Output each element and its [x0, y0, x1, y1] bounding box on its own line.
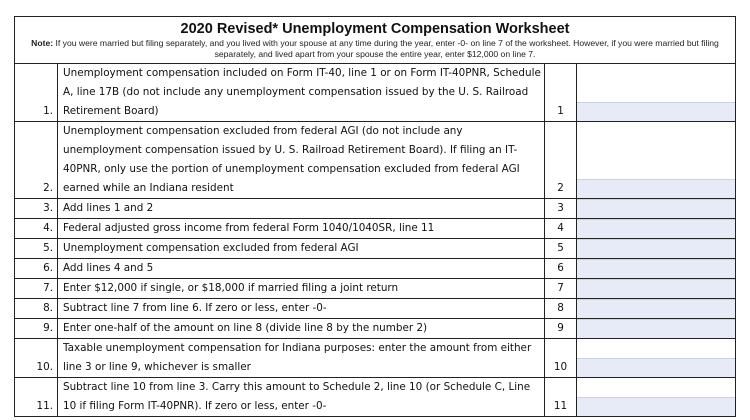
line-reference-number: 5	[545, 239, 577, 259]
worksheet-title: 2020 Revised* Unemployment Compensation Worksheet	[180, 21, 570, 37]
line-number: 11.	[15, 378, 58, 417]
line-amount-cell	[577, 64, 736, 122]
line-description: Unemployment compensation excluded from federal AGI	[58, 239, 545, 259]
line-amount-cell	[577, 299, 736, 319]
line-number: 9.	[15, 319, 58, 339]
line-description: Unemployment compensation included on Form IT-40, line 1 or on Form IT-40PNR, Schedule A, line 17B (do not include any unemployment compensation issued by the U. S. Railroad Retirement Board)	[58, 64, 545, 122]
line-reference-number: 1	[545, 64, 577, 122]
worksheet-line-row	[15, 259, 735, 279]
line-reference-number: 11	[545, 378, 577, 417]
line-description: Federal adjusted gross income from federal Form 1040/1040SR, line 11	[58, 219, 545, 239]
line-description: Enter one-half of the amount on line 8 (divide line 8 by the number 2)	[58, 319, 545, 339]
note-label: Note:	[31, 38, 54, 48]
line-amount-cell	[577, 122, 736, 199]
worksheet-line-row	[15, 239, 735, 259]
line-description: Subtract line 7 from line 6. If zero or less, enter -0-	[58, 299, 545, 319]
worksheet-line-row	[15, 64, 735, 122]
line-reference-number: 9	[545, 319, 577, 339]
line-number: 5.	[15, 239, 58, 259]
line-reference-number: 7	[545, 279, 577, 299]
worksheet-line-row	[15, 199, 735, 219]
worksheet-line-row	[15, 299, 735, 319]
line-number: 1.	[15, 64, 58, 122]
amount-input-field[interactable]	[577, 358, 735, 377]
line-description: Add lines 4 and 5	[58, 259, 545, 279]
line-reference-number: 2	[545, 122, 577, 199]
amount-input-field[interactable]	[577, 219, 735, 238]
amount-input-field[interactable]	[577, 179, 735, 198]
line-amount-cell	[577, 378, 736, 417]
worksheet-table	[15, 64, 735, 416]
worksheet-header	[15, 17, 735, 64]
line-number: 4.	[15, 219, 58, 239]
worksheet-line-row	[15, 219, 735, 239]
line-amount-cell	[577, 339, 736, 378]
line-description: Add lines 1 and 2	[58, 199, 545, 219]
amount-input-field[interactable]	[577, 102, 735, 121]
worksheet	[14, 16, 736, 417]
line-description: Unemployment compensation excluded from federal AGI (do not include any unemployment compensation issued by U. S. Railroad Retirement Board). If filing an IT-40PNR, only use the portion of unemployment compensation excluded from federal AGI earned while an Indiana resident	[58, 122, 545, 199]
amount-input-field[interactable]	[577, 259, 735, 278]
worksheet-line-row	[15, 319, 735, 339]
worksheet-line-row	[15, 378, 735, 417]
amount-input-field[interactable]	[577, 239, 735, 258]
amount-input-field[interactable]	[577, 319, 735, 338]
amount-input-field[interactable]	[577, 299, 735, 318]
line-amount-cell	[577, 219, 736, 239]
line-reference-number: 3	[545, 199, 577, 219]
amount-input-field[interactable]	[577, 199, 735, 218]
line-number: 6.	[15, 259, 58, 279]
line-reference-number: 10	[545, 339, 577, 378]
line-description: Subtract line 10 from line 3. Carry this amount to Schedule 2, line 10 (or Schedule C, Line 10 if filing Form IT-40PNR). If zero or less, enter -0-	[58, 378, 545, 417]
line-reference-number: 4	[545, 219, 577, 239]
worksheet-line-row	[15, 339, 735, 378]
line-amount-cell	[577, 239, 736, 259]
amount-input-field[interactable]	[577, 279, 735, 298]
line-number: 8.	[15, 299, 58, 319]
line-amount-cell	[577, 279, 736, 299]
line-reference-number: 6	[545, 259, 577, 279]
line-amount-cell	[577, 259, 736, 279]
worksheet-line-row	[15, 279, 735, 299]
amount-input-field[interactable]	[577, 397, 735, 416]
line-amount-cell	[577, 199, 736, 219]
line-number: 3.	[15, 199, 58, 219]
line-description: Enter $12,000 if single, or $18,000 if married filing a joint return	[58, 279, 545, 299]
line-reference-number: 8	[545, 299, 577, 319]
worksheet-note	[19, 38, 731, 60]
line-number: 2.	[15, 122, 58, 199]
line-description: Taxable unemployment compensation for Indiana purposes: enter the amount from either line 3 or line 9, whichever is smaller	[58, 339, 545, 378]
line-amount-cell	[577, 319, 736, 339]
note-text: If you were married but filing separately, and you lived with your spouse at any time during the year, enter -0- on line 7 of the worksheet. However, if you were married but filing separately, and lived apart from your spouse the entire year, enter $12,000 on line 7.	[55, 38, 719, 59]
line-number: 7.	[15, 279, 58, 299]
worksheet-line-row	[15, 122, 735, 199]
line-number: 10.	[15, 339, 58, 378]
